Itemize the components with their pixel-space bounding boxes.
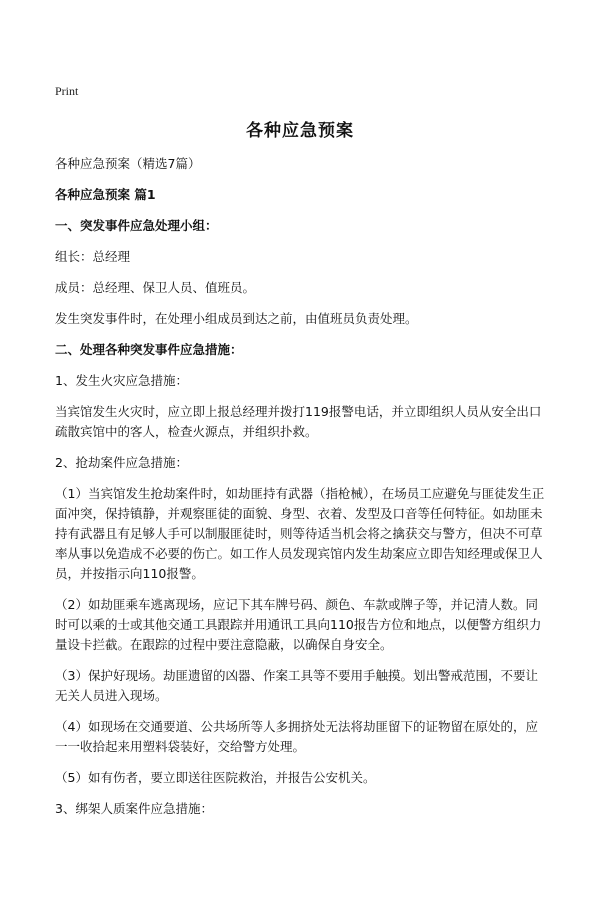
document-subtitle: 各种应急预案（精选7篇） — [55, 156, 201, 171]
paragraph-group-leader: 组长：总经理 — [55, 249, 131, 264]
document-body — [55, 154, 550, 830]
paragraph-robbery-1: （1）当宾馆发生抢劫案件时，如劫匪持有武器（指枪械），在场员工应避免与匪徒发生正面冲突，保持镇静，并观察匪徒的面貌、身型、衣着、发型及口音等任何特征。如劫匪未持有武器且有足够人手可以制服匪徒时，则等待适当机会将之擒获交与警方，但决不可草率从事以免造成不必要的伤亡。如工作人员发现宾馆内发生劫案应立即告知经理或保卫人员，并按指示向110报警。 — [55, 486, 545, 581]
heading-kidnap-measures: 3、绑架人质案件应急措施： — [55, 801, 213, 816]
paragraph-fire-measures: 当宾馆发生火灾时，应立即上报总经理并拨打119报警电话，并立即组织人员从安全出口疏散宾馆中的客人，检查火源点，并组织扑救。 — [55, 404, 542, 439]
paragraph-robbery-2: （2）如劫匪乘车逃离现场，应记下其车牌号码、颜色、车款或牌子等，并记清人数。同时可以乘的士或其他交通工具跟踪并用通讯工具向110报告方位和地点，以便警方组织力量设卡拦截。在跟踪的过程中要注意隐蔽，以确保自身安全。 — [55, 597, 542, 652]
paragraph-robbery-3: （3）保护好现场。劫匪遗留的凶器、作案工具等不要用手触摸。划出警戒范围，不要让无关人员进入现场。 — [55, 668, 538, 703]
paragraph-robbery-5: （5）如有伤者，要立即送往医院救治，并报告公安机关。 — [55, 770, 376, 785]
paragraph-robbery-4: （4）如现场在交通要道、公共场所等人多拥挤处无法将劫匪留下的证物留在原处的，应一一收拾起来用塑料袋装好，交给警方处理。 — [55, 719, 538, 754]
heading-robbery-measures: 2、抢劫案件应急措施： — [55, 455, 188, 470]
document-title: 各种应急预案 — [246, 121, 354, 141]
section-title: 各种应急预案 篇1 — [55, 187, 156, 202]
paragraph-members: 成员：总经理、保卫人员、值班员。 — [55, 280, 256, 295]
heading-fire-measures: 1、发生火灾应急措施： — [55, 373, 188, 388]
paragraph-pre-arrival: 发生突发事件时，在处理小组成员到达之前，由值班员负责处理。 — [55, 311, 418, 326]
heading-emergency-measures: 二、处理各种突发事件应急措施： — [55, 342, 243, 357]
heading-emergency-group: 一、突发事件应急处理小组： — [55, 218, 218, 233]
print-label: Print — [55, 84, 79, 98]
